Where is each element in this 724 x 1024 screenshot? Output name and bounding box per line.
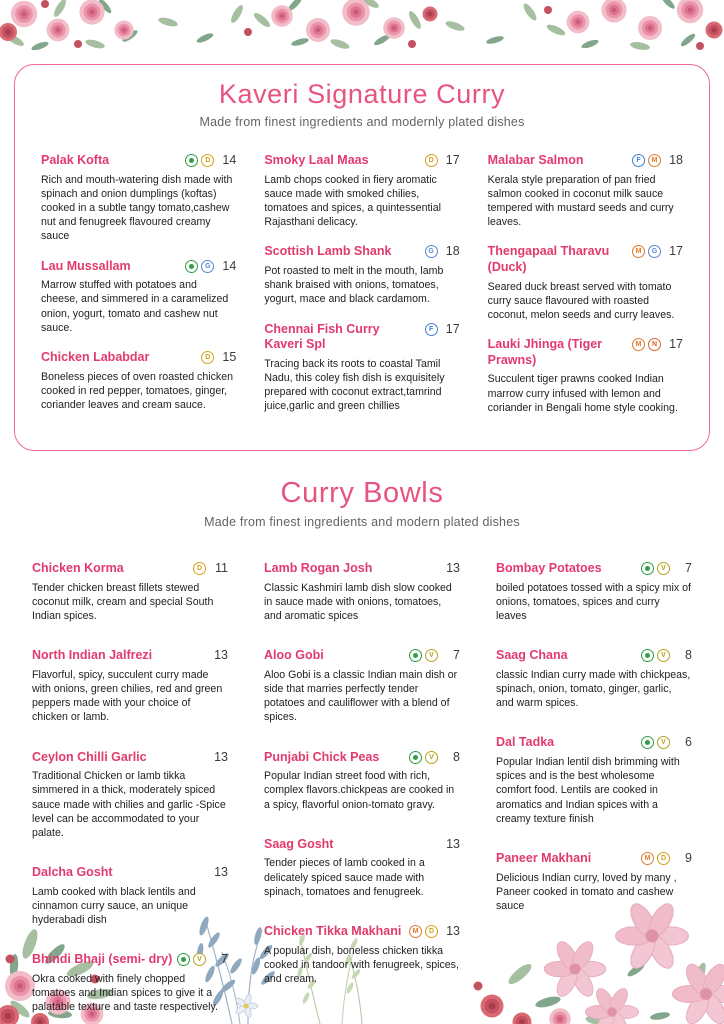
dish-price: 9 bbox=[685, 850, 692, 865]
dietary-icons bbox=[201, 351, 214, 364]
veg-icon bbox=[641, 649, 654, 662]
fish-icon: F bbox=[425, 323, 438, 336]
dish-price: 17 bbox=[445, 321, 460, 336]
veg-icon bbox=[409, 751, 422, 764]
vegan-icon: V bbox=[193, 953, 206, 966]
menu-item bbox=[264, 244, 459, 306]
menu-item bbox=[264, 561, 460, 623]
dairy-icon: D bbox=[201, 351, 214, 364]
menu-column bbox=[496, 561, 692, 1024]
menu-item-header bbox=[264, 924, 460, 940]
menu-item bbox=[496, 735, 692, 826]
dish-price: 18 bbox=[669, 153, 683, 167]
gluten-icon: G bbox=[648, 245, 661, 258]
menu-column bbox=[32, 561, 228, 1024]
veg-icon bbox=[177, 953, 190, 966]
menu-column bbox=[41, 153, 236, 430]
dietary-icons bbox=[409, 649, 438, 662]
curry-bowls-title: Curry Bowls bbox=[280, 477, 444, 509]
dish-name: Bombay Potatoes bbox=[496, 561, 602, 575]
dish-description: Classic Kashmiri lamb dish slow cooked in sauce made with onions, tomatoes, and aromatic spices bbox=[264, 581, 452, 622]
dish-name: Chicken Lababdar bbox=[41, 349, 150, 364]
menu-column bbox=[264, 153, 459, 430]
dish-description: boiled potatoes tossed with a spicy mix of onions, tomatoes, spices and curry leaves bbox=[496, 581, 691, 622]
dish-name: Ceylon Chilli Garlic bbox=[32, 749, 147, 764]
nut-icon: N bbox=[648, 338, 661, 351]
dish-description: Boneless pieces of oven roasted chicken cooked in red pepper, tomatoes, ginger, coriander leaves and cream sauce. bbox=[41, 370, 233, 411]
dish-price: 17 bbox=[445, 153, 460, 167]
menu-item bbox=[264, 837, 460, 899]
mustard-icon: M bbox=[632, 338, 645, 351]
menu-item-header bbox=[264, 648, 460, 664]
dish-description: Lamb cooked with black lentils and cinnamon curry sauce, an unique hyderabadi dish bbox=[32, 885, 196, 927]
veg-icon bbox=[641, 736, 654, 749]
dairy-icon: D bbox=[201, 154, 214, 167]
menu-item-header bbox=[264, 322, 459, 353]
menu-item-header bbox=[496, 735, 692, 751]
menu-item-header bbox=[264, 244, 459, 260]
dish-name: Paneer Makhani bbox=[496, 850, 592, 865]
dish-description: A popular dish, boneless chicken tikka cooked in tandoor with fenugreek, spices, and cream. bbox=[264, 944, 459, 985]
dish-name: Chicken Korma bbox=[32, 561, 124, 575]
menu-column bbox=[488, 153, 683, 430]
signature-curry-title: Kaveri Signature Curry bbox=[218, 79, 506, 109]
dietary-icons bbox=[641, 852, 670, 865]
menu-item bbox=[488, 244, 683, 322]
gluten-icon: G bbox=[201, 260, 214, 273]
mustard-icon: M bbox=[632, 245, 645, 258]
menu-item-header bbox=[264, 153, 459, 169]
menu-item-header bbox=[41, 153, 236, 169]
signature-curry-subtitle: Made from finest ingredients and modernly plated dishes bbox=[199, 115, 525, 129]
dish-name: Lamb Rogan Josh bbox=[264, 561, 373, 575]
dish-name: Saag Gosht bbox=[264, 836, 334, 851]
mustard-icon: M bbox=[409, 925, 422, 938]
dish-description: Rich and mouth-watering dish made with spinach and onion dumplings (koftas) cooked in a subtle tangy tomato,cashew nut and fenugreek flavoured creamy sauce bbox=[41, 173, 233, 243]
dietary-icons bbox=[641, 649, 670, 662]
menu-item bbox=[496, 851, 692, 913]
dish-price: 7 bbox=[221, 952, 228, 967]
dish-price: 13 bbox=[214, 865, 228, 880]
menu-item bbox=[32, 865, 228, 927]
dish-name: North Indian Jalfrezi bbox=[32, 648, 153, 663]
dietary-icons bbox=[425, 323, 438, 336]
dietary-icons bbox=[409, 751, 438, 764]
dish-name: Dalcha Gosht bbox=[32, 865, 113, 880]
dietary-icons bbox=[632, 245, 661, 258]
dish-name: Saag Chana bbox=[496, 648, 568, 663]
dish-name: Chicken Tikka Makhani bbox=[264, 923, 402, 938]
menu-item-header bbox=[32, 865, 228, 881]
dish-name: Palak Kofta bbox=[41, 153, 110, 167]
menu-item bbox=[488, 337, 683, 415]
dish-name: Bhindi Bhaji (semi- dry) bbox=[32, 952, 173, 967]
menu-item bbox=[264, 153, 459, 229]
dish-name: Scottish Lamb Shank bbox=[264, 244, 392, 259]
signature-curry-section bbox=[14, 64, 710, 451]
menu-item-header bbox=[264, 750, 460, 766]
dish-description: Seared duck breast served with tomato curry sauce flavoured with roasted coconut, melon seeds and curry leaves. bbox=[487, 280, 675, 321]
dish-description: Popular Indian street food with rich, complex flavors.chickpeas are cooked in a spicy, flavorful onion-tomato gravy. bbox=[264, 770, 455, 811]
menu-item-header bbox=[264, 837, 460, 853]
dish-price: 6 bbox=[685, 735, 692, 750]
dish-price: 18 bbox=[445, 244, 460, 259]
dish-description: Tracing back its roots to coastal Tamil Nadu, this coley fish dish is exquisitely prepared with coconut extract,tamrind juice,garlic and green chillies bbox=[264, 357, 445, 413]
dish-price: 14 bbox=[222, 153, 237, 167]
menu-item bbox=[41, 350, 236, 412]
dish-price: 17 bbox=[669, 337, 683, 352]
vegan-icon: V bbox=[425, 649, 438, 662]
menu-item bbox=[264, 750, 460, 812]
dish-name: Chennai Fish Curry Kaveri Spl bbox=[264, 321, 380, 352]
dish-description: Pot roasted to melt in the mouth, lamb shank braised with onions, tomatoes, yogurt, mace and black cardamom. bbox=[264, 265, 444, 306]
veg-icon bbox=[641, 562, 654, 575]
dietary-icons bbox=[409, 925, 438, 938]
veg-icon bbox=[409, 649, 422, 662]
dietary-icons bbox=[425, 154, 438, 167]
menu-item-header bbox=[41, 350, 236, 366]
signature-curry-grid bbox=[41, 153, 683, 430]
dish-description: Tender chicken breast fillets stewed coconut milk, cream and special South Indian spices. bbox=[32, 581, 214, 622]
dish-description: classic Indian curry made with chickpeas, spinach, onion, tomato, ginger, garlic, and warm spices. bbox=[496, 668, 691, 710]
dish-price: 11 bbox=[215, 561, 228, 575]
menu-item-header bbox=[496, 648, 692, 664]
dietary-icons bbox=[185, 154, 214, 167]
vegan-icon: V bbox=[657, 736, 670, 749]
vegan-icon: V bbox=[657, 562, 670, 575]
menu-item-header bbox=[41, 259, 236, 275]
floral-border-top-decoration bbox=[0, 0, 724, 58]
dish-description: Okra cooked with finely chopped tomatoes and Indian spices to give it a palatable texture and taste respectively. bbox=[32, 972, 218, 1014]
dish-price: 13 bbox=[214, 648, 228, 663]
menu-item bbox=[41, 153, 236, 244]
dish-price: 13 bbox=[446, 923, 460, 938]
menu-item bbox=[41, 259, 236, 335]
veg-icon bbox=[185, 260, 198, 273]
dish-price: 8 bbox=[685, 648, 692, 663]
dish-price: 7 bbox=[685, 561, 692, 575]
menu-item bbox=[32, 561, 228, 623]
veg-icon bbox=[185, 154, 198, 167]
menu-item bbox=[488, 153, 683, 229]
menu-item-header bbox=[488, 337, 683, 368]
dietary-icons bbox=[185, 260, 214, 273]
gluten-icon: G bbox=[425, 245, 438, 258]
dietary-icons bbox=[632, 338, 661, 351]
dish-price: 13 bbox=[446, 561, 460, 575]
dish-name: Malabar Salmon bbox=[487, 153, 584, 167]
menu-item bbox=[264, 322, 459, 414]
mustard-icon: M bbox=[648, 154, 661, 167]
dish-price: 7 bbox=[453, 648, 460, 663]
dish-price: 14 bbox=[222, 258, 237, 273]
menu-item-header bbox=[264, 561, 460, 577]
menu-item-header bbox=[496, 561, 692, 577]
dietary-icons bbox=[641, 562, 670, 575]
menu-item bbox=[32, 952, 228, 1014]
menu-item bbox=[496, 648, 692, 710]
dietary-icons bbox=[632, 154, 661, 167]
dish-description: Marrow stuffed with potatoes and cheese, and simmered in a caramelized onion, yogurt, tomato and cashew nut sauce. bbox=[41, 279, 229, 334]
menu-item bbox=[264, 924, 460, 986]
curry-bowls-section bbox=[0, 477, 724, 1024]
menu-item bbox=[32, 648, 228, 724]
dairy-icon: D bbox=[657, 852, 670, 865]
dish-description: Lamb chops cooked in fiery aromatic sauce made with smoked chilies, tomatoes and spices, a quintessential Rajasthani delicacy. bbox=[264, 173, 441, 229]
menu-item-header bbox=[32, 952, 228, 968]
dish-name: Smoky Laal Maas bbox=[264, 153, 369, 167]
dish-name: Dal Tadka bbox=[496, 735, 555, 750]
dish-description: Kerala style preparation of pan fried salmon cooked in coconut milk sauce tempered with mustard seeds and curry leaves. bbox=[487, 173, 674, 229]
menu-item-header bbox=[32, 750, 228, 766]
dish-description: Traditional Chicken or lamb tikka simmered in a thick, moderately spiced sauce made with chilies and garlic -Spice level can be accommodated to your palate. bbox=[32, 770, 226, 839]
dish-description: Popular Indian lentil dish brimming with spices and is the best wholesome comfort food. Lentils are cooked in aromatics and Indian spices with a creamy texture finish bbox=[496, 756, 680, 825]
curry-bowls-subtitle: Made from finest ingredients and modern plated dishes bbox=[204, 515, 520, 529]
menu-item-header bbox=[32, 648, 228, 664]
menu-item bbox=[264, 648, 460, 724]
dietary-icons bbox=[193, 562, 206, 575]
dietary-icons bbox=[425, 245, 438, 258]
vegan-icon: V bbox=[425, 751, 438, 764]
dish-description: Succulent tiger prawns cooked Indian marrow curry infused with lemon and coriander in Bengali home style cooking. bbox=[487, 373, 678, 414]
dairy-icon: D bbox=[193, 562, 206, 575]
dish-description: Flavorful, spicy, succulent curry made with onions, green chilies, red and green peppers made with your choice of chicken or lamb. bbox=[32, 668, 223, 724]
mustard-icon: M bbox=[641, 852, 654, 865]
menu-item-header bbox=[496, 851, 692, 867]
dairy-icon: D bbox=[425, 925, 438, 938]
dish-name: Lau Mussallam bbox=[41, 258, 131, 273]
menu-item-header bbox=[32, 561, 228, 577]
dish-price: 13 bbox=[214, 749, 228, 764]
dish-price: 13 bbox=[446, 836, 460, 851]
menu-item bbox=[496, 561, 692, 623]
dish-price: 15 bbox=[222, 349, 237, 364]
menu-item-header bbox=[488, 153, 683, 169]
dish-name: Aloo Gobi bbox=[264, 648, 324, 663]
vegan-icon: V bbox=[657, 649, 670, 662]
dish-name: Thengapaal Tharavu (Duck) bbox=[487, 244, 610, 274]
dish-price: 17 bbox=[669, 244, 683, 259]
menu-column bbox=[264, 561, 460, 1024]
menu-content bbox=[0, 64, 724, 1024]
dish-price: 8 bbox=[453, 749, 460, 764]
fish-icon: F bbox=[632, 154, 645, 167]
dish-description: Aloo Gobi is a classic Indian main dish or side that marries perfectly tender potatoes and cauliflower with a blend of spices. bbox=[264, 668, 458, 724]
dish-description: Delicious Indian curry, loved by many , Paneer cooked in tomato and cashew sauce bbox=[496, 871, 677, 912]
dietary-icons bbox=[641, 736, 670, 749]
menu-item-header bbox=[488, 244, 683, 275]
dairy-icon: D bbox=[425, 154, 438, 167]
curry-bowls-grid bbox=[0, 561, 724, 1024]
dish-description: Tender pieces of lamb cooked in a delicately spiced sauce made with spinach, tomatoes and fenugreek. bbox=[264, 857, 425, 898]
menu-item bbox=[32, 750, 228, 841]
dietary-icons bbox=[177, 953, 206, 966]
dish-name: Lauki Jhinga (Tiger Prawns) bbox=[487, 337, 603, 367]
dish-name: Punjabi Chick Peas bbox=[264, 749, 380, 764]
